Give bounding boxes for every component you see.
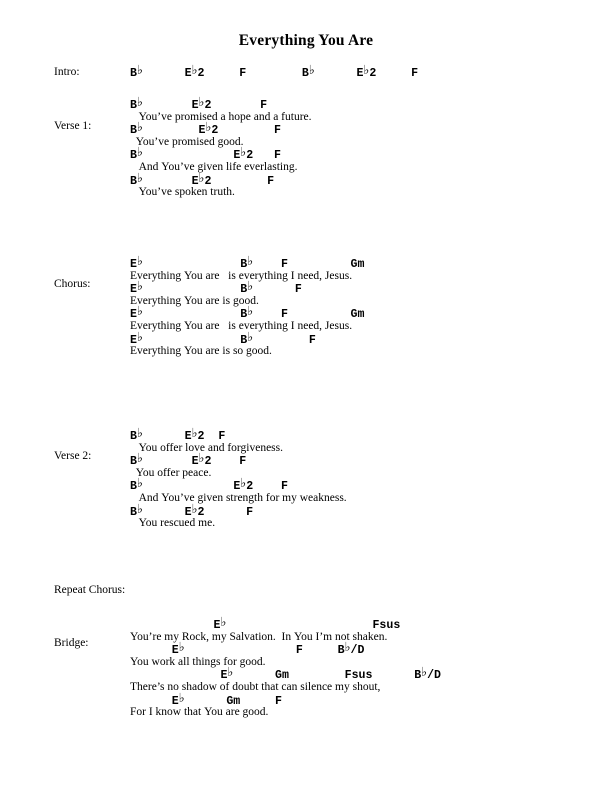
lyric-line: You work all things for good. [130, 655, 266, 668]
flat-sign-icon: ♭ [178, 640, 185, 655]
chord-line: E♭ F B♭/D [130, 640, 365, 658]
flat-sign-icon: ♭ [198, 95, 205, 109]
chord-line: B♭ E♭2 F [130, 170, 275, 188]
flat-sign-icon: ♭ [205, 120, 212, 135]
flat-sign-icon: ♭ [136, 95, 143, 109]
flat-sign-icon: ♭ [136, 254, 143, 268]
lyric-line: Everything You are is everything I need, Jesus. [130, 269, 353, 282]
flat-sign-icon: ♭ [136, 120, 143, 135]
section-label-bridge: Bridge: [54, 637, 89, 649]
flat-sign-icon: ♭ [136, 329, 143, 344]
chord-line: B♭ E♭2 F [130, 476, 288, 494]
flat-sign-icon: ♭ [136, 501, 143, 516]
page-title: Everything You Are [238, 32, 374, 49]
flat-sign-icon: ♭ [136, 451, 143, 466]
lyric-line: Everything You are is so good. [130, 345, 272, 358]
flat-sign-icon: ♭ [198, 170, 205, 185]
flat-sign-icon: ♭ [198, 451, 205, 466]
chord-line: E♭ Fsus [130, 615, 401, 632]
lyric-line: You’ve promised a hope and a future. [130, 110, 312, 123]
lyric-line: You offer love and forgiveness. [130, 441, 283, 454]
lyric-line: You’re my Rock, my Salvation. In You I’m not shaken. [130, 630, 388, 643]
flat-sign-icon: ♭ [240, 145, 247, 160]
chord-line: E♭ Gm Fsus B♭/D [130, 665, 441, 683]
section-lines-verse-1 [130, 95, 600, 199]
flat-sign-icon: ♭ [344, 640, 351, 655]
lyric-line: Everything You are is good. [130, 294, 259, 307]
flat-sign-icon: ♭ [247, 329, 254, 344]
flat-sign-icon: ♭ [191, 426, 198, 440]
chord-line: E♭ B♭ F [130, 329, 316, 347]
flat-sign-icon: ♭ [227, 665, 234, 680]
flat-sign-icon: ♭ [136, 170, 143, 185]
section-label-verse-2: Verse 2: [54, 450, 92, 462]
flat-sign-icon: ♭ [191, 501, 198, 516]
chord-line: B♭ E♭2 F [130, 501, 254, 519]
chord-line: E♭ B♭ F Gm [130, 254, 365, 271]
flat-sign-icon: ♭ [308, 63, 315, 77]
section-lines-chorus [130, 254, 600, 358]
section-label-repeat-chorus: Repeat Chorus: [54, 584, 126, 596]
section-label-chorus: Chorus: [54, 278, 91, 290]
section-lines-verse-2 [130, 426, 600, 530]
lyric-line: You’ve spoken truth. [130, 186, 235, 199]
lyric-line: You’ve promised good. [130, 135, 244, 148]
flat-sign-icon: ♭ [178, 690, 185, 705]
flat-sign-icon: ♭ [247, 279, 254, 294]
chord-line: B♭ E♭2 F [130, 120, 281, 138]
flat-sign-icon: ♭ [191, 63, 198, 77]
lyric-line: You offer peace. [130, 466, 212, 479]
section-lines-bridge [130, 615, 600, 719]
chord-line: E♭ B♭ F [130, 279, 302, 297]
flat-sign-icon: ♭ [247, 304, 254, 319]
chord-line: B♭ E♭2 F [130, 426, 226, 443]
flat-sign-icon: ♭ [136, 145, 143, 160]
section-label-intro: Intro: [54, 66, 80, 78]
section-lines-intro [130, 63, 600, 80]
chord-line: E♭ Gm F [130, 690, 283, 708]
flat-sign-icon: ♭ [247, 254, 254, 268]
flat-sign-icon: ♭ [363, 63, 370, 77]
section-label-verse-1: Verse 1: [54, 120, 92, 132]
lyric-line: You rescued me. [130, 517, 216, 530]
flat-sign-icon: ♭ [240, 476, 247, 491]
flat-sign-icon: ♭ [136, 426, 143, 440]
flat-sign-icon: ♭ [220, 615, 227, 629]
lyric-line: And You’ve given life everlasting. [130, 160, 298, 173]
lyric-line: And You’ve given strength for my weakness. [130, 491, 347, 504]
chord-line: B♭ E♭2 F B♭ E♭2 F [130, 63, 419, 80]
chord-line: B♭ E♭2 F [130, 95, 268, 112]
lyric-line: There’s no shadow of doubt that can silence my shout, [130, 680, 381, 693]
chord-line: B♭ E♭2 F [130, 145, 281, 163]
flat-sign-icon: ♭ [136, 304, 143, 319]
lyric-line: Everything You are is everything I need, Jesus. [130, 319, 353, 332]
chord-line: E♭ B♭ F Gm [130, 304, 365, 322]
chord-line: B♭ E♭2 F [130, 451, 247, 469]
flat-sign-icon: ♭ [136, 63, 143, 77]
lyric-line: For I know that You are good. [130, 706, 269, 719]
flat-sign-icon: ♭ [421, 665, 428, 680]
flat-sign-icon: ♭ [136, 476, 143, 491]
flat-sign-icon: ♭ [136, 279, 143, 294]
